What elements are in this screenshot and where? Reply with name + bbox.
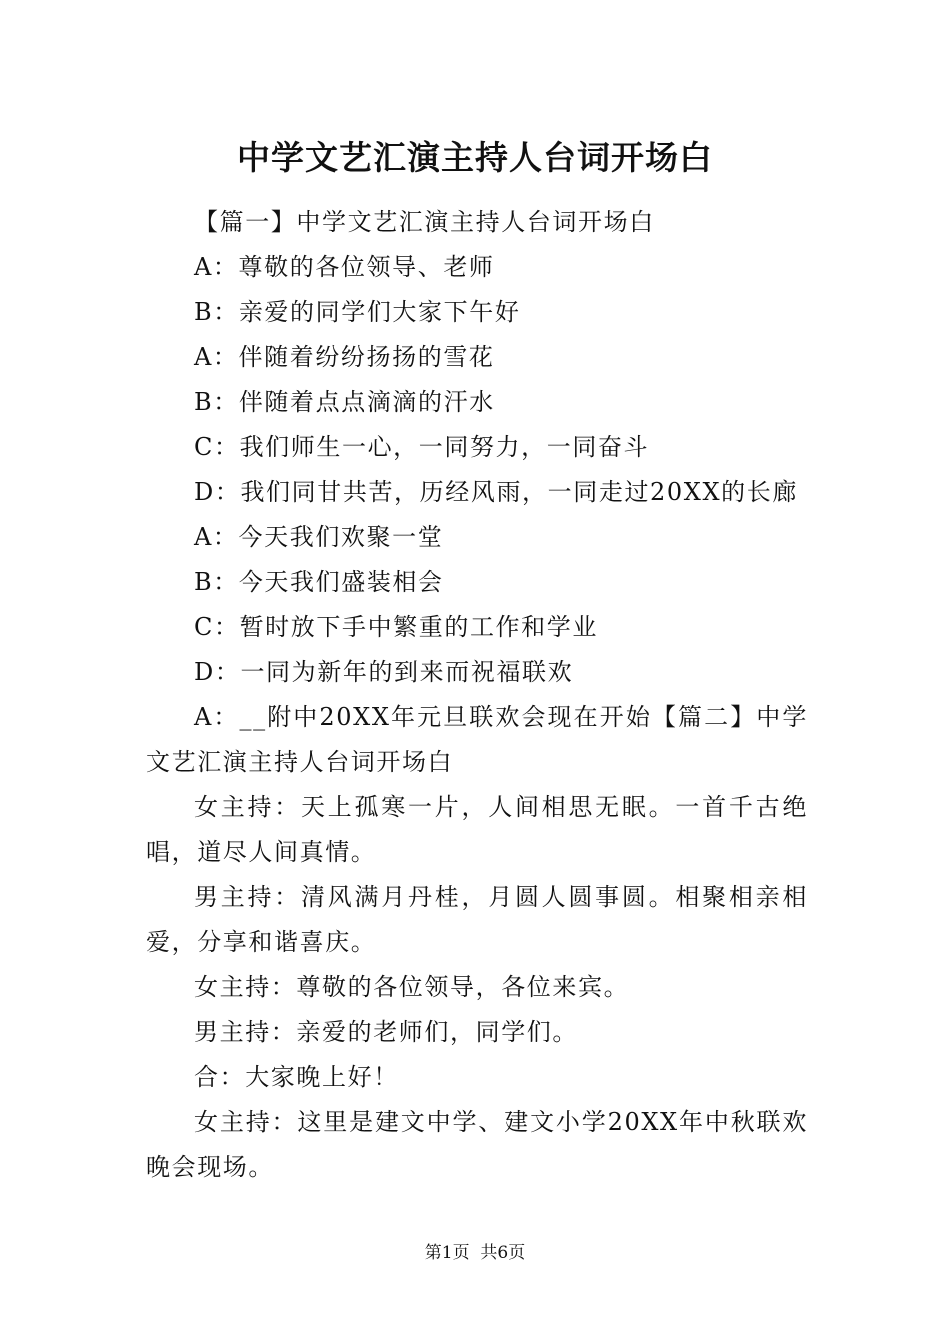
paragraph: 女主持：尊敬的各位领导，各位来宾。 (194, 973, 630, 1001)
paragraph: A：今天我们欢聚一堂 (194, 523, 444, 551)
paragraph: B：亲爱的同学们大家下午好 (194, 298, 521, 326)
paragraph: B：今天我们盛装相会 (194, 568, 444, 596)
paragraph: D：一同为新年的到来而祝福联欢 (194, 658, 574, 686)
paragraph: A：尊敬的各位领导、老师 (194, 253, 495, 281)
paragraph: B：伴随着点点滴滴的汗水 (194, 388, 495, 416)
paragraph: D：我们同甘共苦，历经风雨，一同走过20XX的长廊 (194, 478, 798, 506)
paragraph: 合：大家晚上好！ (194, 1063, 399, 1091)
paragraph: 女主持：这里是建文中学、建文小学20XX年中秋联欢晚会现场。 (146, 1108, 808, 1181)
document-body (146, 200, 808, 1190)
paragraph: 【篇一】中学文艺汇演主持人台词开场白 (194, 208, 655, 236)
paragraph: 男主持：亲爱的老师们，同学们。 (194, 1018, 578, 1046)
paragraph: C：我们师生一心，一同努力，一同奋斗 (194, 433, 650, 461)
paragraph: 男主持：清风满月丹桂，月圆人圆事圆。相聚相亲相爱，分享和谐喜庆。 (146, 883, 808, 956)
page-number: 第1页 共6页 (424, 1243, 526, 1263)
paragraph: A：伴随着纷纷扬扬的雪花 (194, 343, 495, 371)
paragraph: C：暂时放下手中繁重的工作和学业 (194, 613, 598, 641)
paragraph: 女主持：天上孤寒一片，人间相思无眠。一首千古绝唱，道尽人间真情。 (146, 793, 808, 866)
paragraph: A：__附中20XX年元旦联欢会现在开始【篇二】中学文艺汇演主持人台词开场白 (146, 703, 808, 776)
document-title: 中学文艺汇演主持人台词开场白 (237, 138, 713, 177)
page-footer (0, 1241, 950, 1265)
